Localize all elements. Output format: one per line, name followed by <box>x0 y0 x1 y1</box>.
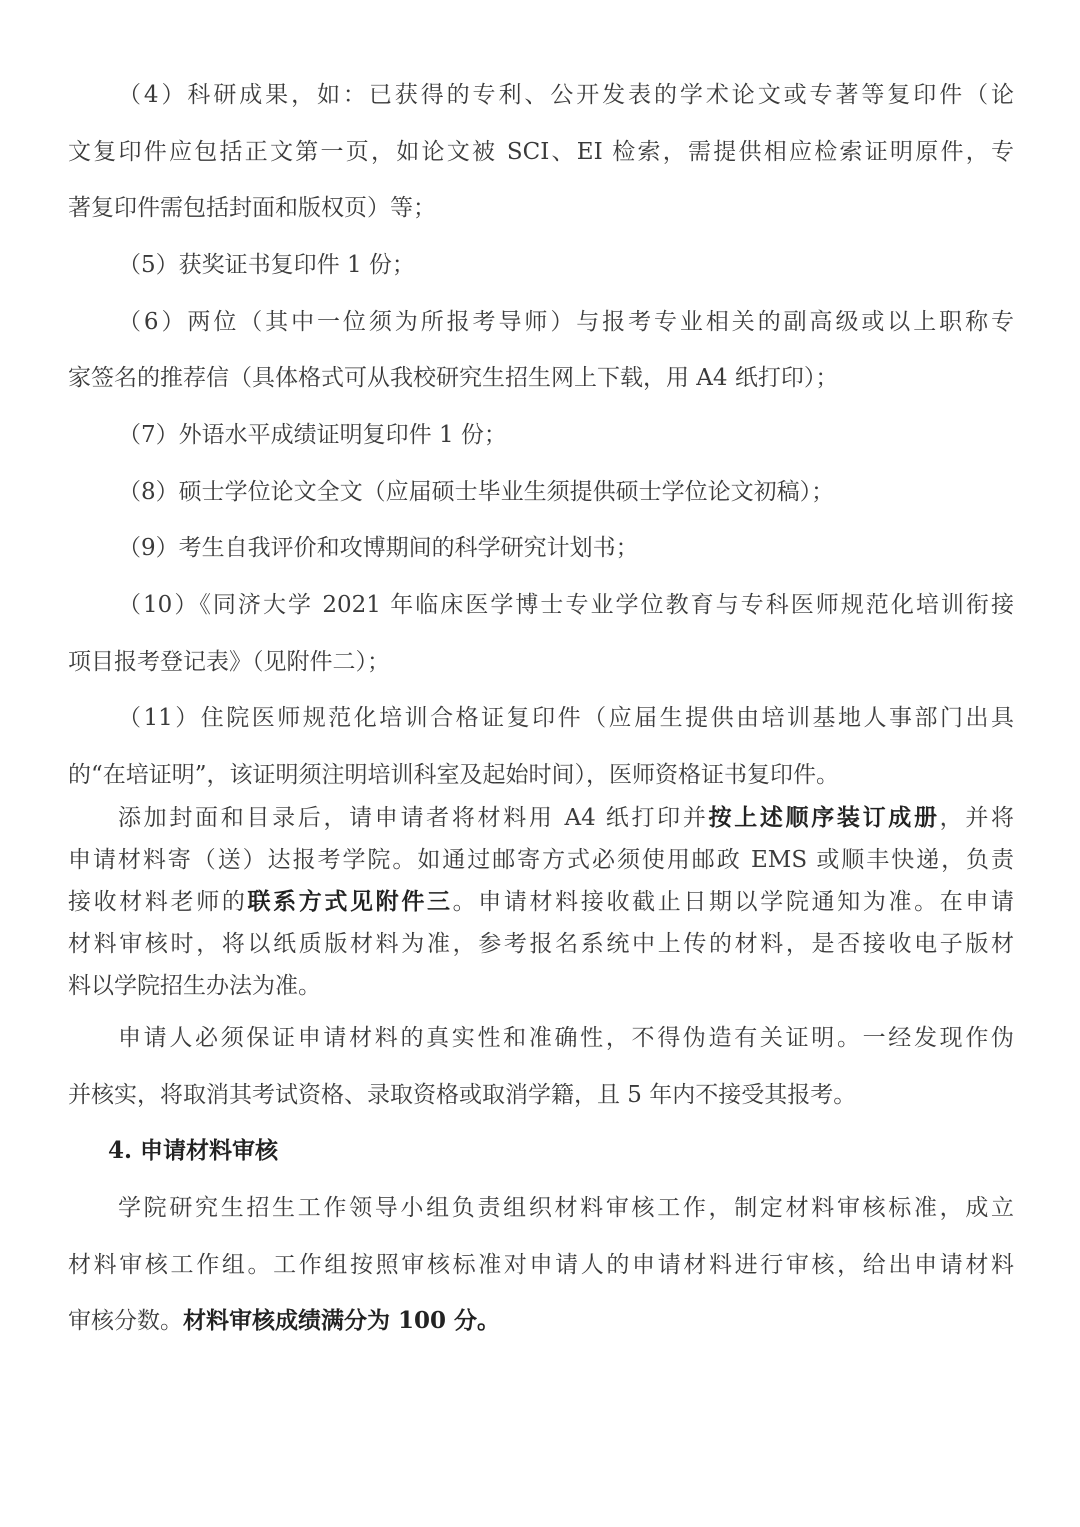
binding-text-b: ，并将 <box>939 805 1015 831</box>
item-4-line-2: 文复印件应包括正文第一页，如论文被 SCI、EI 检索，需提供相应检索证明原件，专 <box>68 139 1014 165</box>
item-4-line-1: （4）科研成果，如：已获得的专利、公开发表的学术论文或专著等复印件（论 <box>118 82 1014 108</box>
binding-para-line-2: 申请材料寄（送）达报考学院。如通过邮寄方式必须使用邮政 EMS 或顺丰快递，负责 <box>68 847 1014 873</box>
item-8: （8）硕士学位论文全文（应届硕士毕业生须提供硕士学位论文初稿）； <box>118 479 835 505</box>
item-10-line-1: （10）《同济大学 2021 年临床医学博士专业学位教育与专科医师规范化培训衔接 <box>118 592 1014 618</box>
item-7: （7）外语水平成绩证明复印件 1 份； <box>118 422 507 448</box>
item-10-line-2: 项目报考登记表》（见附件二）； <box>68 649 390 675</box>
item-4-line-3: 著复印件需包括封面和版权页）等； <box>68 195 436 221</box>
section-4-heading: 4. 申请材料审核 <box>108 1137 279 1164</box>
review-para-line-2: 材料审核工作组。工作组按照审核标准对申请人的申请材料进行审核，给出申请材料 <box>68 1252 1014 1278</box>
truth-para-line-1: 申请人必须保证申请材料的真实性和准确性，不得伪造有关证明。一经发现作伪 <box>118 1025 1014 1051</box>
binding-para-line-1 <box>118 801 1014 835</box>
contact-text-b: 。申请材料接收截止日期以学院通知为准。在申请 <box>452 889 1015 915</box>
contact-text-a: 接收材料老师的 <box>68 889 248 915</box>
review-text-a: 审核分数。 <box>68 1308 183 1334</box>
truth-para-line-2: 并核实，将取消其考试资格、录取资格或取消学籍，且 5 年内不接受其报考。 <box>68 1082 857 1108</box>
binding-para-line-3 <box>68 885 1014 919</box>
binding-text-a: 添加封面和目录后，请申请者将材料用 A4 纸打印并 <box>118 805 709 831</box>
item-6-line-1: （6）两位（其中一位须为所报考导师）与报考专业相关的副高级或以上职称专 <box>118 309 1014 335</box>
contact-bold-attachment: 联系方式见附件三 <box>247 888 453 915</box>
item-11-line-1: （11）住院医师规范化培训合格证复印件（应届生提供由培训基地人事部门出具 <box>118 705 1014 731</box>
binding-para-line-5: 料以学院招生办法为准。 <box>68 973 321 999</box>
item-6-line-2: 家签名的推荐信（具体格式可从我校研究生招生网上下载，用 A4 纸打印）； <box>68 365 839 391</box>
binding-bold-order: 按上述顺序装订成册 <box>708 804 940 831</box>
review-para-line-3 <box>68 1304 1014 1338</box>
item-11-line-2: 的“在培证明”，该证明须注明培训科室及起始时间），医师资格证书复印件。 <box>68 762 840 788</box>
review-para-line-1: 学院研究生招生工作领导小组负责组织材料审核工作，制定材料审核标准，成立 <box>118 1195 1014 1221</box>
binding-para-line-4: 材料审核时，将以纸质版材料为准，参考报名系统中上传的材料，是否接收电子版材 <box>68 931 1014 957</box>
review-bold-full-score: 材料审核成绩满分为 100 分。 <box>183 1307 501 1334</box>
item-9: （9）考生自我评价和攻博期间的科学研究计划书； <box>118 535 639 561</box>
item-5: （5）获奖证书复印件 1 份； <box>118 252 415 278</box>
